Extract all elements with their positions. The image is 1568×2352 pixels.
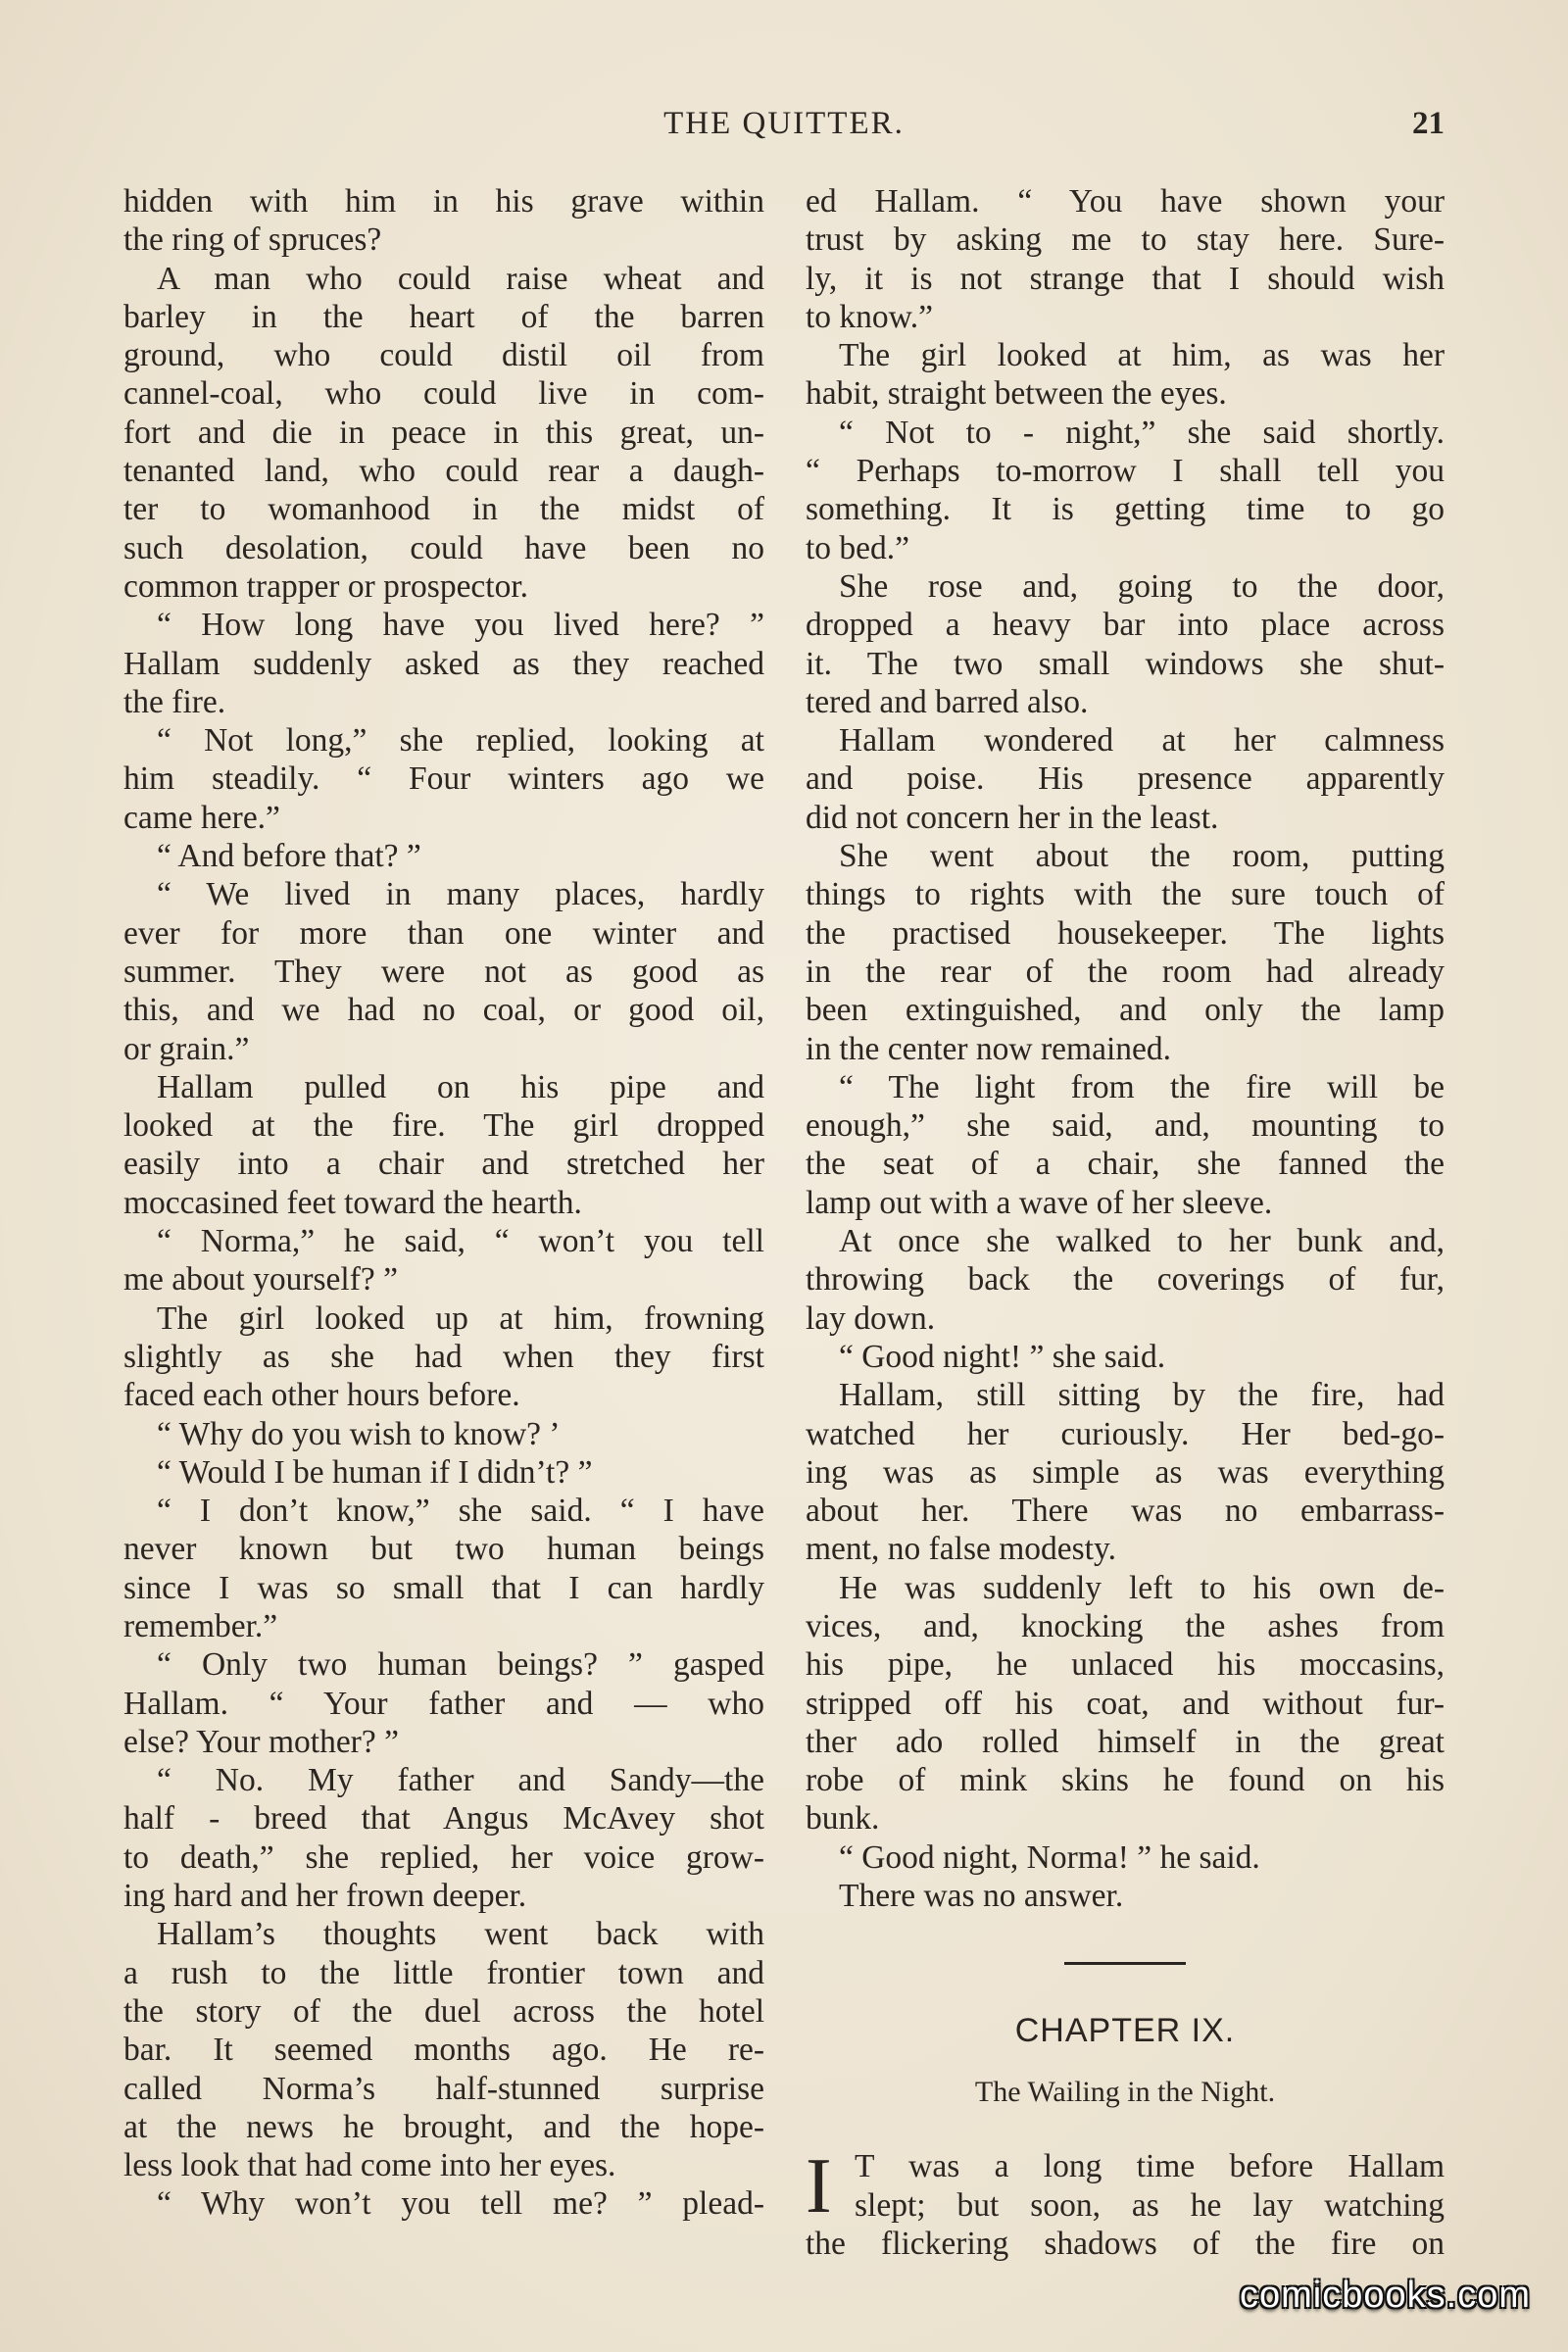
text-line: enough,” she said, and, mounting to (806, 1107, 1445, 1145)
text-line: “ Would I be human if I didn’t? ” (157, 1453, 593, 1491)
text-line: cannel-coal, who could live in com- (123, 375, 764, 413)
text-line: ther ado rolled himself in the great (806, 1723, 1445, 1760)
text-line: robe of mink skins he found on his (806, 1762, 1445, 1799)
text-line: or grain.” (123, 1030, 250, 1067)
text-line: since I was so small that I can hardly (123, 1569, 764, 1606)
text-line: did not concern her in the least. (806, 799, 1219, 836)
text-line: me about yourself? ” (123, 1261, 398, 1298)
text-line: “ How long have you lived here? ” (157, 607, 764, 644)
text-line: else? Your mother? ” (123, 1723, 399, 1760)
left-column (123, 182, 764, 2224)
text-line: the fire. (123, 683, 226, 720)
text-line: about her. There was no embarrass- (806, 1493, 1445, 1530)
text-line: “ Why won’t you tell me? ” plead- (157, 2185, 764, 2223)
text-line: called Norma’s half-stunned surprise (123, 2070, 764, 2107)
text-line: bar. It seemed months ago. He re- (123, 2032, 764, 2069)
running-header (0, 106, 1568, 155)
text-line: ground, who could distil oil from (123, 337, 764, 374)
page-number: 21 (1412, 106, 1445, 141)
text-line: at the news he brought, and the hope- (123, 2108, 764, 2145)
text-line: ing hard and her frown deeper. (123, 1878, 527, 1915)
text-line: There was no answer. (839, 1878, 1124, 1915)
text-line: looked at the fire. The girl dropped (123, 1107, 764, 1145)
text-line: him steadily. “ Four winters ago we (123, 760, 764, 798)
text-line: faced each other hours before. (123, 1377, 520, 1414)
text-line: throwing back the coverings of fur, (806, 1261, 1445, 1298)
text-line: ed Hallam. “ You have shown your (806, 183, 1445, 220)
text-line: a rush to the little frontier town and (123, 1954, 764, 1991)
text-line: “ The light from the fire will be (839, 1068, 1445, 1105)
text-line: ter to womanhood in the midst of (123, 491, 764, 528)
chapter-opening (806, 2143, 1445, 2263)
text-line: something. It is getting time to go (806, 491, 1445, 528)
text-line: Hallam wondered at her calmness (839, 722, 1445, 760)
text-line: easily into a chair and stretched her (123, 1146, 764, 1183)
text-line: to death,” she replied, her voice grow- (123, 1838, 764, 1876)
running-title: THE QUITTER. (663, 106, 905, 141)
text-line: lamp out with a wave of her sleeve. (806, 1184, 1273, 1221)
text-line: He was suddenly left to his own de- (839, 1569, 1445, 1606)
text-line: slept; but soon, as he lay watching (855, 2186, 1445, 2224)
text-line: “ Perhaps to-morrow I shall tell you (806, 453, 1445, 490)
text-line: in the center now remained. (806, 1030, 1171, 1067)
text-line: common trapper or prospector. (123, 567, 529, 605)
text-line: tered and barred also. (806, 683, 1089, 720)
text-line: came here.” (123, 799, 280, 836)
text-line: summer. They were not as good as (123, 953, 764, 990)
chapter-subtitle: The Wailing in the Night. (974, 2076, 1276, 2109)
text-line: the story of the duel across the hotel (123, 1992, 764, 2030)
text-line: and poise. His presence apparently (806, 760, 1445, 798)
text-line: Hallam, still sitting by the fire, had (839, 1377, 1445, 1414)
text-line: lay down. (806, 1299, 936, 1337)
text-line: tenanted land, who could rear a daugh- (123, 453, 764, 490)
right-column (806, 182, 1445, 2263)
text-line: never known but two human beings (123, 1531, 764, 1568)
text-line: ly, it is not strange that I should wish (806, 260, 1445, 297)
text-line: trust by asking me to stay here. Sure- (806, 221, 1445, 259)
text-line: slightly as she had when they first (123, 1338, 764, 1375)
text-line: ment, no false modesty. (806, 1531, 1116, 1568)
text-line: the practised housekeeper. The lights (806, 914, 1445, 952)
text-line: “ I don’t know,” she said. “ I have (157, 1493, 764, 1530)
text-line: his pipe, he unlaced his moccasins, (806, 1646, 1445, 1684)
text-line: “ Good night, Norma! ” he said. (839, 1838, 1260, 1876)
drop-cap: I (806, 2143, 832, 2230)
text-line: Hallam’s thoughts went back with (157, 1916, 764, 1953)
text-line: barley in the heart of the barren (123, 298, 764, 335)
text-line: moccasined feet toward the hearth. (123, 1184, 582, 1221)
text-line: Hallam. “ Your father and — who (123, 1685, 764, 1722)
text-line: Hallam suddenly asked as they reached (123, 645, 764, 682)
text-line: less look that had come into her eyes. (123, 2147, 616, 2184)
chapter-divider-rule (1064, 1962, 1186, 1965)
text-line: such desolation, could have been no (123, 529, 764, 566)
text-line: hidden with him in his grave within (123, 183, 764, 220)
text-line: to know.” (806, 298, 933, 335)
text-line: “ Not long,” she replied, looking at (157, 722, 764, 760)
text-line: “ Not to - night,” she said shortly. (839, 414, 1445, 451)
text-line: the seat of a chair, she fanned the (806, 1146, 1445, 1183)
text-line: “ No. My father and Sandy—the (157, 1762, 764, 1799)
text-line: this, and we had no coal, or good oil, (123, 992, 764, 1029)
text-line: “ We lived in many places, hardly (157, 876, 764, 913)
text-line: A man who could raise wheat and (157, 260, 764, 297)
text-line: habit, straight between the eyes. (806, 375, 1227, 413)
text-line: “ Only two human beings? ” gasped (157, 1646, 764, 1684)
text-line: vices, and, knocking the ashes from (806, 1607, 1445, 1644)
text-line: the flickering shadows of the fire on (806, 2225, 1445, 2262)
text-line: the ring of spruces? (123, 221, 382, 259)
text-line: things to rights with the sure touch of (806, 876, 1445, 913)
text-line: The girl looked up at him, frowning (157, 1299, 764, 1337)
text-line: ing was as simple as was everything (806, 1453, 1445, 1491)
text-line: stripped off his coat, and without fur- (806, 1685, 1445, 1722)
text-line: Hallam pulled on his pipe and (157, 1068, 764, 1105)
text-line: “ Norma,” he said, “ won’t you tell (157, 1223, 764, 1260)
text-line: to bed.” (806, 529, 910, 566)
text-line: ever for more than one winter and (123, 914, 764, 952)
text-line: T was a long time before Hallam (855, 2148, 1445, 2185)
text-line: it. The two small windows she shut- (806, 645, 1445, 682)
text-line: fort and die in peace in this great, un- (123, 414, 764, 451)
text-line: half - breed that Angus McAvey shot (123, 1800, 764, 1838)
text-line: At once she walked to her bunk and, (839, 1223, 1445, 1260)
text-line: bunk. (806, 1800, 880, 1838)
text-line: She went about the room, putting (839, 838, 1445, 875)
text-line: remember.” (123, 1607, 278, 1644)
watermark: comicbooks.com (1240, 2275, 1531, 2316)
text-line: “ Why do you wish to know? ’ (157, 1415, 561, 1452)
text-line: dropped a heavy bar into place across (806, 607, 1445, 644)
text-line: She rose and, going to the door, (839, 567, 1445, 605)
text-line: “ Good night! ” she said. (839, 1338, 1166, 1375)
text-line: watched her curiously. Her bed-go- (806, 1415, 1445, 1452)
text-line: in the rear of the room had already (806, 953, 1445, 990)
right-column-text (806, 182, 1445, 1915)
text-line: “ And before that? ” (157, 838, 421, 875)
text-line: The girl looked at him, as was her (839, 337, 1445, 374)
chapter-title: CHAPTER IX. (1014, 2012, 1236, 2050)
text-line: been extinguished, and only the lamp (806, 992, 1445, 1029)
